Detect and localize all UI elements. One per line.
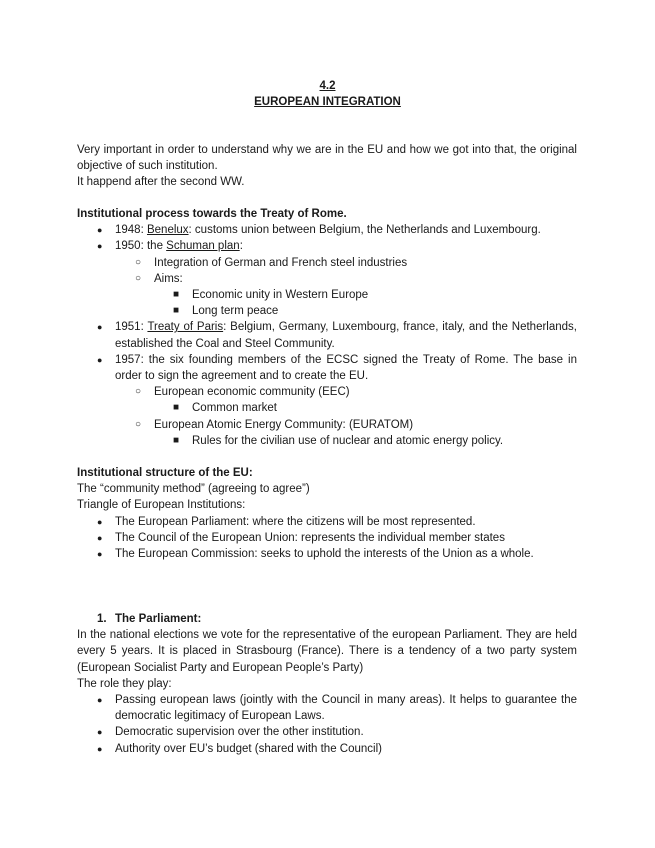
list-item [77,222,577,238]
sub-list-item: ○ Integration of German and French steel industries [77,255,577,271]
schuman-plan-term: Schuman plan [166,240,240,253]
structure-line: The “community method” (agreeing to agree”) [77,483,310,496]
list-item: ● The European Parliament: where the citizens will be most represented. [77,514,577,530]
treaty-of-paris-term: Treaty of Paris [147,321,224,334]
list-item [77,319,577,351]
list-item: ● The Council of the European Union: represents the individual member states [77,530,577,546]
parliament-heading [77,611,577,627]
process-section [77,206,577,449]
section-header [0,78,655,110]
list-item: ● Authority over EU’s budget (shared with the Council) [77,741,577,757]
item-text: : Belgium, Germany, Luxembourg, france, italy, and the Netherlands, established the Coal and Steel Community. [115,321,577,350]
sub-list-item: ○ European Atomic Energy Community: (EURATOM) [77,417,577,433]
intro-paragraph: Very important in order to understand why we are in the EU and how we got into that, the original objective of such institution. [77,144,577,173]
item-text: 1948: [115,224,147,237]
list-item: ● 1957: the six founding members of the ECSC signed the Treaty of Rome. The base in order to sign the agreement and to create the EU. [77,352,577,384]
sub-list-item: ○ European economic community (EEC) [77,384,577,400]
section-number: 4.2 [319,80,336,92]
item-text: 1951: [115,321,148,334]
item-text: : [239,240,243,253]
sub-sub-list-item: ■ Common market [77,400,577,416]
benelux-term: Benelux [146,224,189,237]
sub-sub-list-item: ■ Economic unity in Western Europe [77,287,577,303]
page-title: EUROPEAN INTEGRATION [254,96,401,108]
list-item: ● Passing european laws (jointly with the Council in many areas). It helps to guarantee the democratic legitimacy of European Laws. [77,692,577,724]
structure-section [77,465,577,562]
item-text: : customs union between Belgium, the Netherlands and Luxembourg. [188,224,541,237]
heading-number: 1. [97,613,107,625]
heading-text: The Parliament: [115,613,202,625]
sub-list-item: ○ Aims: [77,271,577,287]
list-item [77,238,577,254]
list-item: ● The European Commission: seeks to uphold the interests of the Union as a whole. [77,546,577,562]
parliament-paragraph: In the national elections we vote for the representative of the european Parliament. They are held every 5 years. It is placed in Strasbourg (France). There is a tendency of a two party system (European Socialist Party and European People’s Party) [77,629,577,674]
parliament-section [77,611,577,757]
item-text: 1950: the [115,240,167,253]
structure-heading: Institutional structure of the EU: [77,467,253,479]
sub-sub-list-item: ■ Long term peace [77,303,577,319]
structure-line: Triangle of European Institutions: [77,499,246,512]
parliament-paragraph-2: The role they play: [77,677,172,690]
process-heading: Institutional process towards the Treaty of Rome. [77,208,347,220]
intro-block [77,142,577,191]
sub-sub-list-item: ■ Rules for the civilian use of nuclear and atomic energy policy. [77,433,577,449]
list-item: ● Democratic supervision over the other institution. [77,724,577,740]
intro-paragraph-2: It happend after the second WW. [77,176,245,189]
